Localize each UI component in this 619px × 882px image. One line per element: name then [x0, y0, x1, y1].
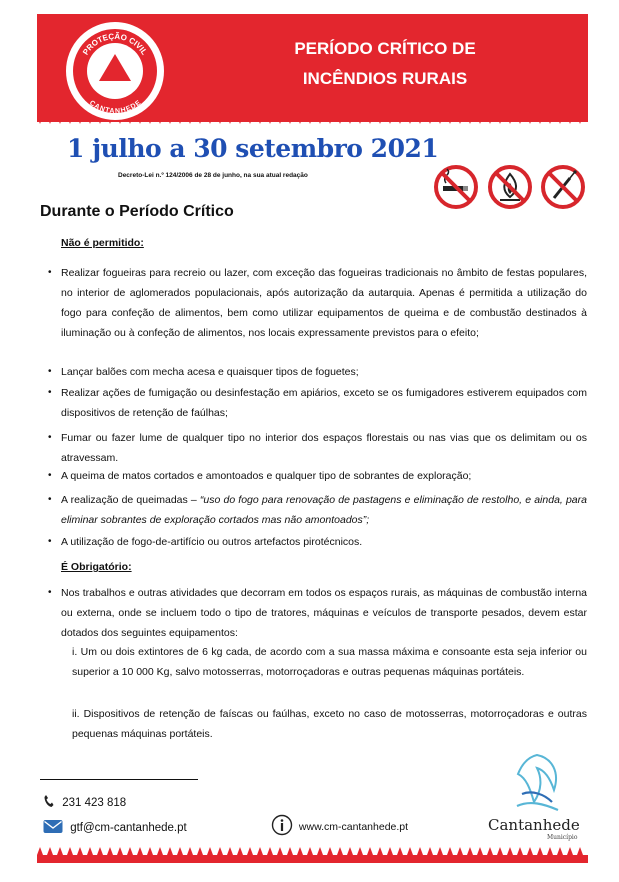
list-item: • Lançar balões com mecha acesa e quaisquer tipos de foguetes;: [48, 366, 359, 378]
sub-list-item: ii. Dispositivos de retenção de faíscas ou faúlhas, exceto no caso de motosserras, motorroçadoras e outras pequenas máquinas portáteis.: [72, 708, 587, 740]
decree-reference: Decreto-Lei n.º 124/2006 de 28 de junho, na sua atual redação: [118, 172, 308, 179]
civil-protection-logo: [66, 22, 164, 120]
header-title-line2: INCÊNDIOS RURAIS: [302, 69, 468, 88]
cantanhede-brand-sub: Município: [547, 834, 578, 841]
header-title-line1: PERÍODO CRÍTICO DE: [294, 39, 476, 58]
list-item: • Realizar ações de fumigação ou desinfestação em apiários, exceto se os fumigadores estiverem equipados com dispositivos de retenção de faúlhas;: [48, 387, 587, 419]
svg-text:PROTEÇÃO CIVIL: [81, 32, 149, 57]
triangle-icon: [99, 54, 131, 81]
info-icon: [271, 814, 293, 836]
list-item: • Fumar ou fazer lume de qualquer tipo no interior dos espaços florestais ou nas vias que os delimitam ou os atravessam.: [48, 432, 587, 464]
logo-text-bottom: CANTANHEDE: [87, 99, 143, 116]
phone-number[interactable]: 231 423 818: [62, 797, 127, 809]
svg-text:CANTANHEDE: [88, 99, 143, 115]
phone-contact: [43, 794, 126, 809]
footer-divider: [40, 779, 198, 780]
list-item: • A utilização de fogo-de-artifício ou outros artefactos pirotécnicos.: [48, 536, 363, 548]
list-item: • Realizar fogueiras para recreio ou lazer, com exceção das fogueiras tradicionais no âmbito de festas populares, no interior de aglomerados populacionais, após autorização da autarquia. Apenas é permitida a utilização do fogo para confeção de alimentos, bem como utilizar equipamentos de queima e de combustão destinados à iluminação ou à confeção de alimentos, nos locais expressamente previstos para o efeito;: [48, 267, 587, 339]
section-title: Durante o Período Crítico: [40, 203, 234, 220]
list-item: • A realização de queimadas – “uso do fogo para renovação de pastagens e eliminação de restolho, e ainda, para eliminar sobrantes de exploração cortados mas não amontoados”;: [48, 494, 587, 526]
no-fireworks-icon: [540, 164, 586, 210]
list-item: • A queima de matos cortados e amontoados e qualquer tipo de sobrantes de exploração;: [48, 470, 472, 482]
footer-zigzag: [37, 845, 588, 863]
period-dates: 1 julho a 30 setembro 2021: [67, 134, 439, 163]
mandatory-heading: É Obrigatório:: [61, 561, 132, 573]
email-icon: [43, 818, 63, 834]
website-link[interactable]: www.cm-cantanhede.pt: [298, 821, 409, 833]
header-title: [240, 34, 530, 94]
not-allowed-heading: Não é permitido:: [61, 237, 144, 249]
email-contact: [43, 818, 187, 834]
no-smoking-icon: [433, 164, 479, 210]
cantanhede-brand: Cantanhede: [488, 816, 580, 834]
email-address[interactable]: gtf@cm-cantanhede.pt: [70, 822, 187, 834]
list-item: • Nos trabalhos e outras atividades que decorram em todos os espaços rurais, as máquinas de combustão interna ou externa, onde se incluem todo o tipo de tratores, máquinas e veículos de transporte pesados, devem estar dotados dos seguintes equipamentos:: [48, 587, 587, 639]
phone-icon: [43, 794, 54, 808]
sub-list-item: i. Um ou dois extintores de 6 kg cada, de acordo com a sua massa máxima e consoante esta seja inferior ou superior a 10 000 Kg, salvo motosserras, motorroçadoras e outras pequenas máquinas portáteis.: [72, 646, 587, 678]
website-contact: [271, 814, 408, 836]
no-fire-icon: [487, 164, 533, 210]
cantanhede-emblem-icon: [482, 750, 592, 820]
logo-text-top: PROTEÇÃO CIVIL: [81, 31, 149, 57]
cantanhede-logo: [482, 750, 592, 840]
